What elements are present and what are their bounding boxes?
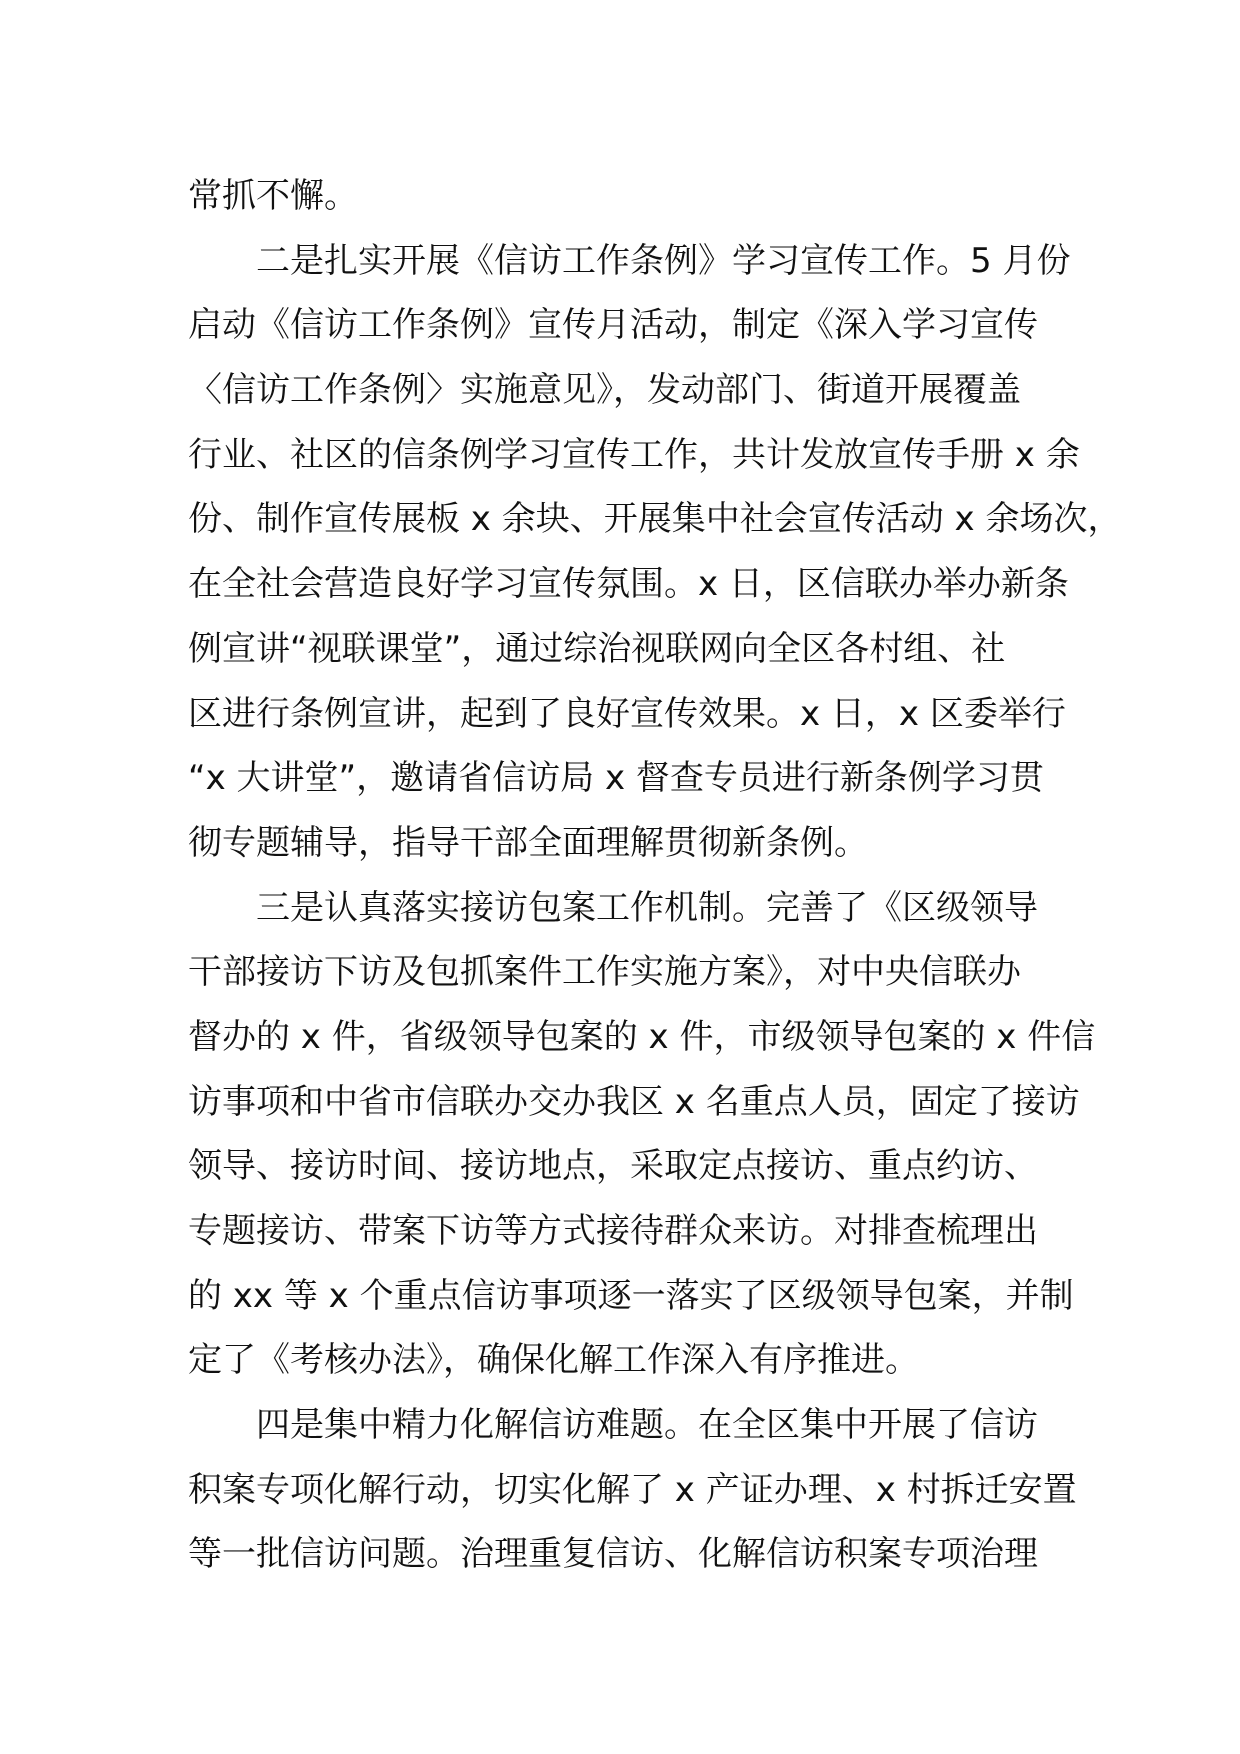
- text-line: 彻专题辅导，指导干部全面理解贯彻新条例。: [188, 822, 868, 863]
- text-line: 份、制作宣传展板 x 余块、开展集中社会宣传活动 x 余场次，: [188, 499, 1122, 540]
- text-line: 专题接访、带案下访等方式接待群众来访。对排查梳理出: [188, 1211, 1038, 1251]
- text-line: 三是认真落实接访包案工作机制。完善了《区级领导: [256, 887, 1038, 928]
- text-line: 二是扎实开展《信访工作条例》学习宣传工作。5 月份: [256, 240, 1071, 281]
- text-line: 区进行条例宣讲，起到了良好宣传效果。x 日，x 区委举行: [188, 693, 1066, 734]
- text-line: 积案专项化解行动，切实化解了 x 产证办理、x 村拆迁安置: [188, 1469, 1077, 1510]
- text-line: 访事项和中省市信联办交办我区 x 名重点人员，固定了接访: [188, 1081, 1080, 1122]
- body-text: [188, 164, 1122, 1587]
- text-line: 〈信访工作条例〉实施意见》，发动部门、街道开展覆盖: [188, 370, 1021, 411]
- text-line: 四是集中精力化解信访难题。在全区集中开展了信访: [256, 1405, 1038, 1446]
- text-line: 定了《考核办法》，确保化解工作深入有序推进。: [188, 1340, 919, 1381]
- text-line: “x 大讲堂”，邀请省信访局 x 督查专员进行新条例学习贯: [188, 758, 1044, 799]
- text-line: 领导、接访时间、接访地点，采取定点接访、重点约访、: [188, 1146, 1038, 1187]
- text-line: 行业、社区的信条例学习宣传工作，共计发放宣传手册 x 余: [188, 434, 1080, 475]
- text-line: 例宣讲“视联课堂”，通过综治视联网向全区各村组、社: [188, 628, 1006, 669]
- text-line: 在全社会营造良好学习宣传氛围。x 日，区信联办举办新条: [188, 564, 1069, 605]
- text-line: 常抓不懈。: [188, 176, 358, 216]
- text-line: 等一批信访问题。治理重复信访、化解信访积案专项治理: [188, 1534, 1038, 1575]
- text-line: 的 xx 等 x 个重点信访事项逐一落实了区级领导包案，并制: [188, 1275, 1074, 1316]
- text-line: 干部接访下访及包抓案件工作实施方案》，对中央信联办: [188, 952, 1021, 993]
- text-line: 督办的 x 件，省级领导包案的 x 件，市级领导包案的 x 件信: [188, 1016, 1096, 1057]
- text-line: 启动《信访工作条例》宣传月活动，制定《深入学习宣传: [188, 305, 1038, 346]
